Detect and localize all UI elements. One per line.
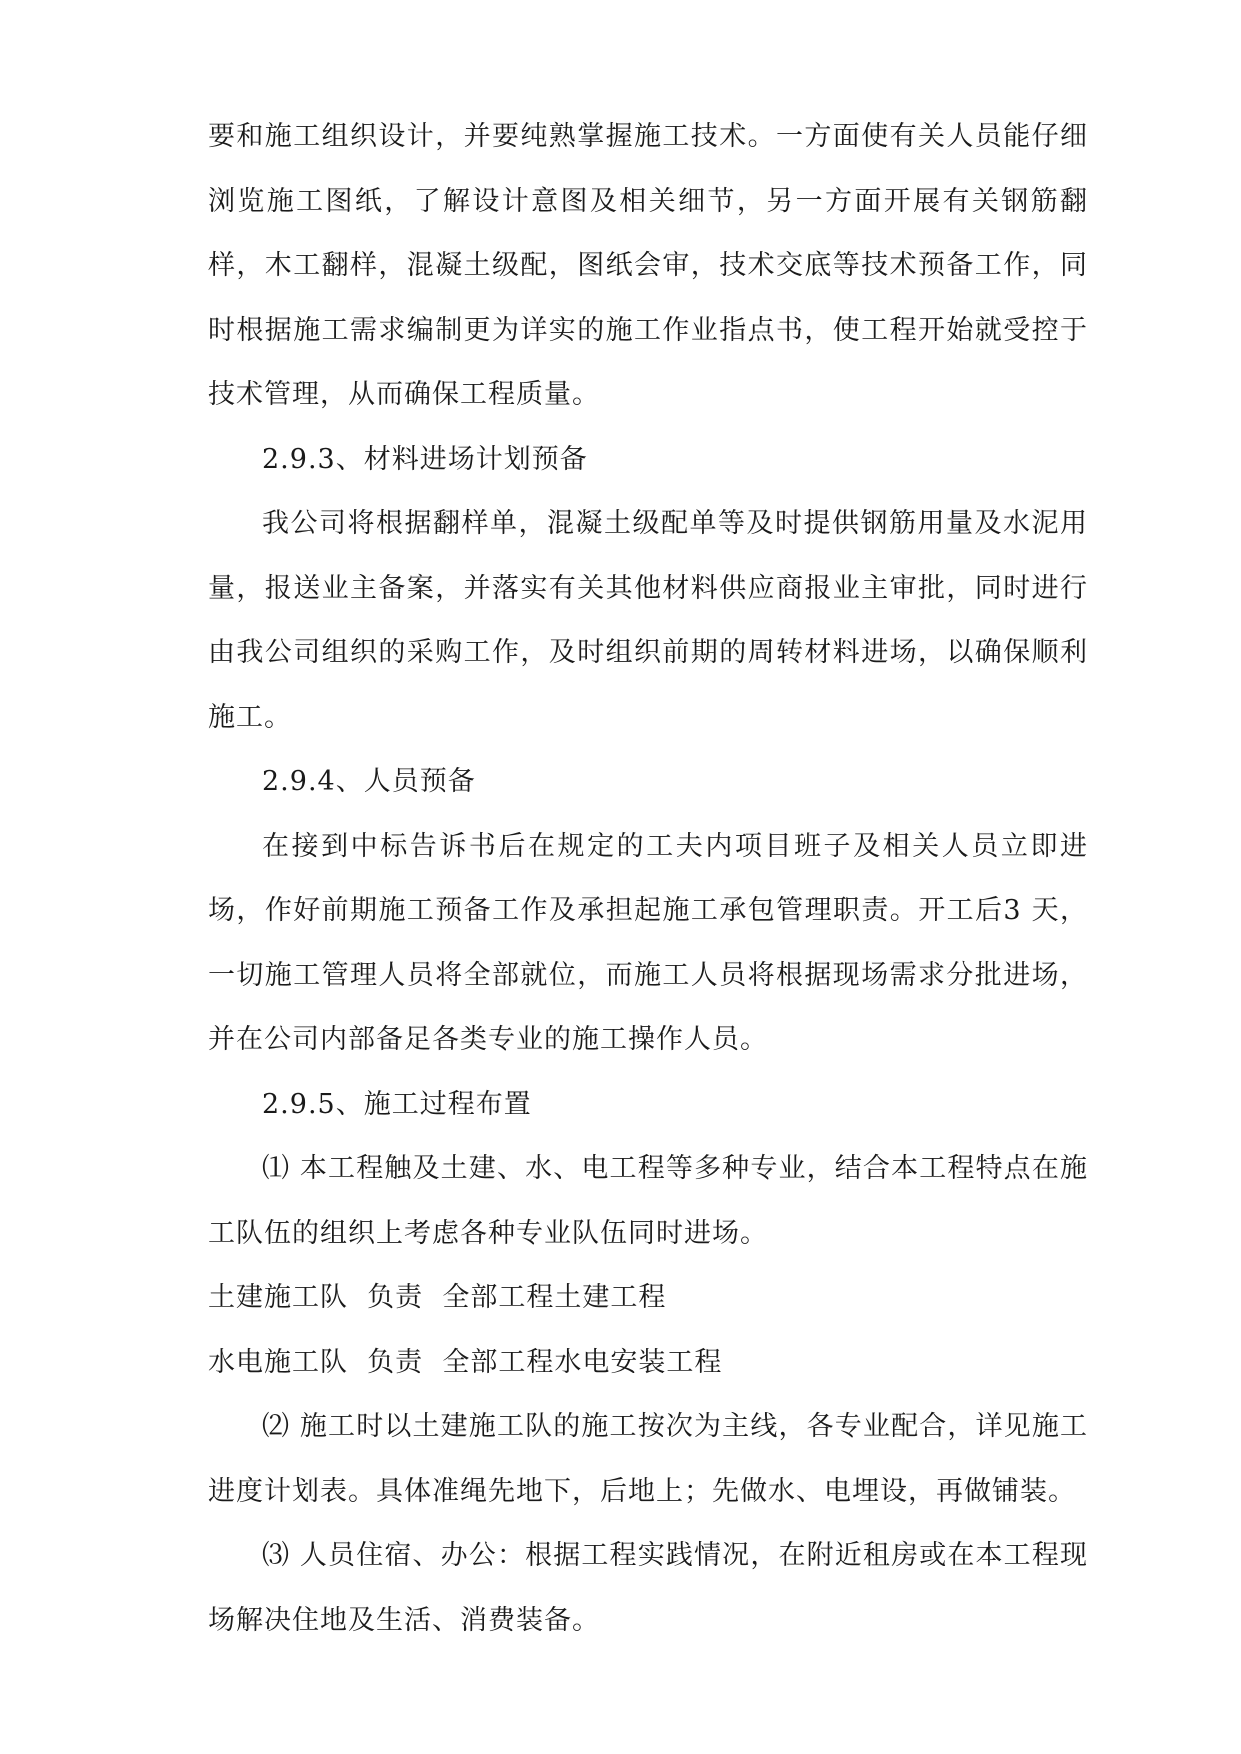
paragraph-personnel: 在接到中标告诉书后在规定的工夫内项目班子及相关人员立即进场，作好前期施工预备工作及承担起施工承包管理职责。开工后3 天，一切施工管理人员将全部就位，而施工人员将根据现场需求分批进场，并在公司内部备足各类专业的施工操作人员。 [208,830,1088,1055]
heading-2-9-3: 2.9.3、材料进场计划预备 [262,443,588,475]
paragraph-technical-preparation: 要和施工组织设计，并要纯熟掌握施工技术。一方面使有关人员能仔细浏览施工图纸，了解设计意图及相关细节，另一方面开展有关钢筋翻样，木工翻样，混凝土级配，图纸会审，技术交底等技术预备工作，同时根据施工需求编制更为详实的施工作业指点书，使工程开始就受控于技术管理，从而确保工程质量。 [208,121,1088,410]
paragraph-item-3: ⑶ 人员住宿、办公：根据工程实践情况，在附近租房或在本工程现场解决住地及生活、消费装备。 [208,1540,1088,1636]
heading-2-9-5: 2.9.5、施工过程布置 [262,1088,532,1120]
heading-2-9-4: 2.9.4、人员预备 [262,766,476,797]
paragraph-item-1: ⑴ 本工程触及土建、水、电工程等多种专业，结合本工程特点在施工队伍的组织上考虑各种专业队伍同时进场。 [208,1153,1088,1249]
paragraph-materials: 我公司将根据翻样单，混凝土级配单等及时提供钢筋用量及水泥用量，报送业主备案，并落实有关其他材料供应商报业主审批，同时进行由我公司组织的采购工作，及时组织前期的周转材料进场，以确保顺利施工。 [208,508,1088,733]
paragraph-item-2: ⑵ 施工时以土建施工队的施工按次为主线，各专业配合，详见施工进度计划表。具体准绳先地下，后地上；先做水、电埋设，再做铺装。 [208,1411,1088,1507]
team-civil-line: 土建施工队 负责 全部工程土建工程 [208,1282,667,1313]
body-text [208,105,1088,1653]
team-electrical-line: 水电施工队 负责 全部工程水电安装工程 [208,1346,723,1378]
